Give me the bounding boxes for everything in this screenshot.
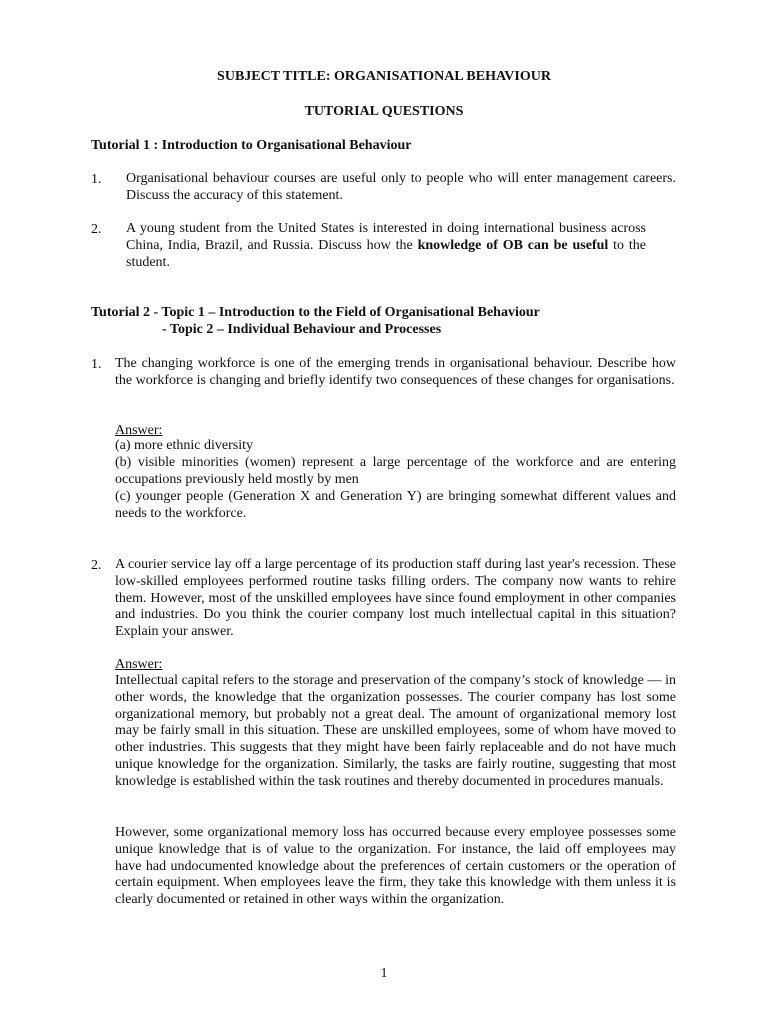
tutorial2-heading-line2: - Topic 2 – Individual Behaviour and Processes (162, 322, 442, 337)
q2-text-bold: knowledge of OB can be useful (417, 237, 609, 253)
question-number: 1. (91, 357, 102, 372)
answer-item-b: (b) visible minorities (women) represent a large percentage of the workforce and are entering occupations previously held mostly by men (115, 455, 676, 487)
answer-label: Answer: (115, 423, 163, 438)
question-number: 1. (91, 172, 102, 187)
tutorial2-question1: The changing workforce is one of the emerging trends in organisational behaviour. Describe how the workforce is changing and briefly identify two consequences of these changes for organisations. (115, 356, 676, 388)
question-number: 2. (91, 222, 102, 237)
answer-paragraph-1: Intellectual capital refers to the storage and preservation of the company’s stock of knowledge — in other words, the knowledge that the organization possesses. The courier company has lost some organizational memory, but probably not a great deal. The amount of organizational memory lost may be fairly small in this situation. These are unskilled employees, some of whom have moved to other industries. This suggests that they might have been fairly replaceable and do not have much unique knowledge for the organization. Similarly, the tasks are fairly routine, suggesting that most knowledge is established within the task routines and thereby documented in procedures manuals. (115, 673, 676, 789)
tutorial1-question1: Organisational behaviour courses are useful only to people who will enter management careers. Discuss the accuracy of this statement. (126, 171, 676, 203)
q2-text-b: to the student. (126, 237, 646, 270)
tutorial1-heading: Tutorial 1 : Introduction to Organisational Behaviour (91, 138, 412, 153)
tutorial1-question2 (126, 221, 646, 271)
tutorial2-heading-line1: Tutorial 2 - Topic 1 – Introduction to the Field of Organisational Behaviour (91, 305, 540, 320)
answer-label: Answer: (115, 657, 163, 672)
question-number: 2. (91, 558, 102, 573)
answer-item-c: (c) younger people (Generation X and Generation Y) are bringing somewhat different values and needs to the workforce. (115, 489, 676, 521)
answer-item-a: (a) more ethnic diversity (115, 438, 254, 453)
page-subtitle: TUTORIAL QUESTIONS (304, 104, 464, 119)
q2-text-a: A young student from the United States is interested in doing international business across China, India, Brazil, and Russia. Discuss how the (126, 221, 646, 253)
answer-paragraph-2: However, some organizational memory loss has occurred because every employee possesses some unique knowledge that is of value to the organization. For instance, the laid off employees may have had undocumented knowledge about the preferences of certain customers or the operation of certain equipment. When employees leave the firm, they take this knowledge with them unless it is clearly documented or retained in other ways within the organization. (115, 825, 676, 908)
tutorial2-question2: A courier service lay off a large percentage of its production staff during last year's recession. These low-skilled employees performed routine tasks filling orders. The company now wants to rehire them. However, most of the unskilled employees have since found employment in other companies and industries. Do you think the courier company lost much intellectual capital in this situation? Explain your answer. (115, 557, 676, 640)
page-title: SUBJECT TITLE: ORGANISATIONAL BEHAVIOUR (217, 69, 551, 84)
page-number: 1 (380, 966, 388, 981)
